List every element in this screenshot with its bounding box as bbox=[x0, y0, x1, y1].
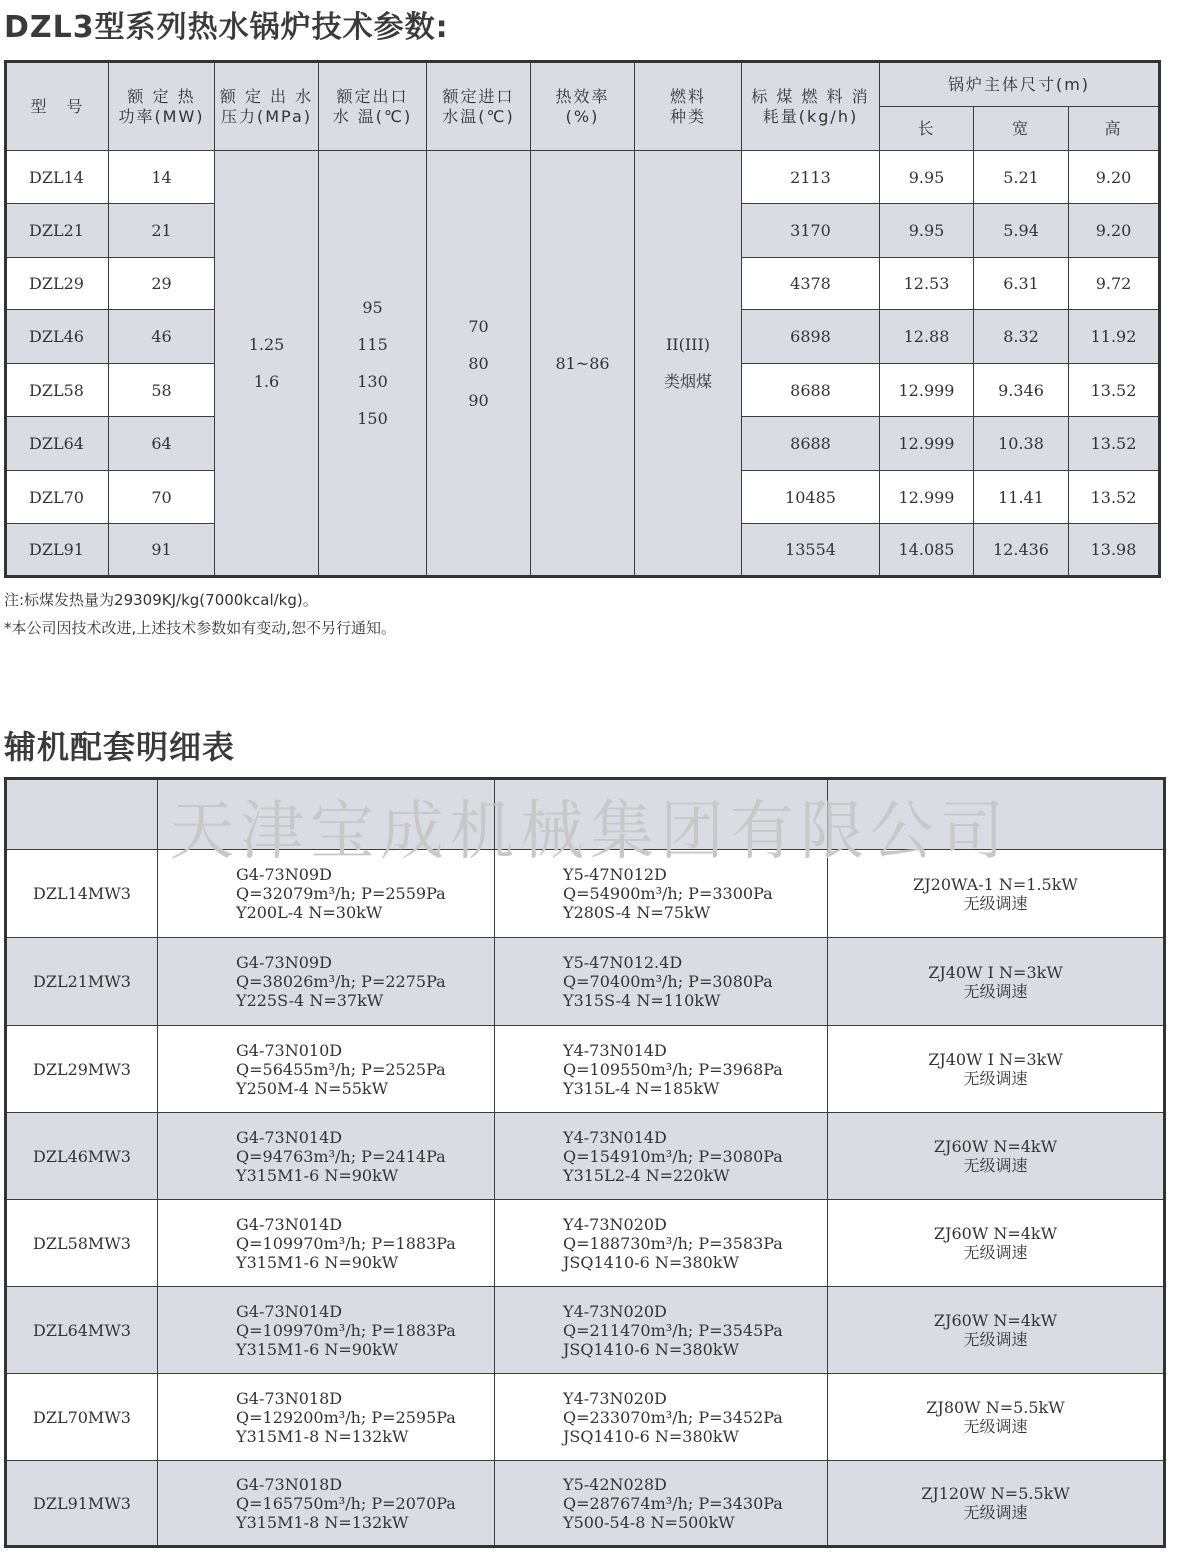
cell-pump bbox=[495, 1374, 828, 1461]
cell-width: 9.346 bbox=[974, 364, 1069, 417]
cell-model: DZL64MW3 bbox=[6, 1287, 158, 1374]
ctl-line: ZJ60W N=4kW bbox=[933, 1224, 1058, 1243]
pump-line: Y5-42N028D bbox=[563, 1474, 667, 1494]
header-pressure: 额 定 出 水 压力(MPa) bbox=[215, 62, 319, 151]
cell-height: 13.52 bbox=[1069, 471, 1160, 524]
fan-line: Q=109970m³/h; P=1883Pa bbox=[236, 1233, 456, 1253]
cell-power: 64 bbox=[109, 417, 215, 471]
pump-line: Q=211470m³/h; P=3545Pa bbox=[563, 1320, 783, 1340]
pump-line: Y315S-4 N=110kW bbox=[563, 991, 721, 1010]
header-inlet-temp: 额定进口 水温(℃) bbox=[427, 62, 531, 151]
cell-width: 5.94 bbox=[974, 204, 1069, 258]
table2-row bbox=[6, 1113, 1165, 1200]
cell-width: 10.38 bbox=[974, 417, 1069, 471]
header-empty-1 bbox=[6, 779, 158, 850]
pump-line: Y5-47N012.4D bbox=[563, 953, 683, 972]
cell-width: 12.436 bbox=[974, 524, 1069, 577]
cell-length: 9.95 bbox=[880, 204, 974, 258]
fan-line: Q=38026m³/h; P=2275Pa bbox=[236, 972, 446, 991]
header-height: 高 bbox=[1069, 107, 1160, 151]
cell-height: 13.52 bbox=[1069, 417, 1160, 471]
pump-line: Q=54900m³/h; P=3300Pa bbox=[563, 884, 773, 903]
header-empty-3 bbox=[495, 779, 828, 850]
cell-height: 11.92 bbox=[1069, 310, 1160, 364]
fan-line: G4-73N014D bbox=[236, 1301, 343, 1321]
ctl-line: ZJ60W N=4kW bbox=[933, 1137, 1058, 1156]
cell-width: 8.32 bbox=[974, 310, 1069, 364]
cell-fan bbox=[158, 1287, 495, 1374]
ctl-line: ZJ20WA-1 N=1.5kW bbox=[913, 874, 1078, 894]
boiler-params-table bbox=[4, 60, 1161, 578]
cell-fan bbox=[158, 1461, 495, 1547]
ctl-line: 无级调速 bbox=[963, 1069, 1028, 1088]
fan-line: G4-73N014D bbox=[236, 1127, 343, 1147]
merged-outlet: 95 115 130 150 bbox=[319, 151, 427, 577]
merged-inlet: 70 80 90 bbox=[427, 151, 531, 577]
cell-consumption: 13554 bbox=[742, 524, 880, 577]
fan-line: Y225S-4 N=37kW bbox=[236, 991, 384, 1010]
pump-line: JSQ1410-6 N=380kW bbox=[563, 1252, 739, 1272]
cell-pump bbox=[495, 1026, 828, 1113]
cell-fan bbox=[158, 1200, 495, 1287]
cell-height: 9.20 bbox=[1069, 204, 1160, 258]
cell-length: 12.88 bbox=[880, 310, 974, 364]
pump-line: Q=70400m³/h; P=3080Pa bbox=[563, 972, 773, 991]
cell-model: DZL29MW3 bbox=[6, 1026, 158, 1113]
header-dimensions: 锅炉主体尺寸(m) bbox=[880, 62, 1160, 107]
cell-power: 70 bbox=[109, 471, 215, 524]
ctl-line: ZJ80W N=5.5kW bbox=[926, 1398, 1065, 1417]
company-watermark: 天津宝成机械集团有限公司 bbox=[170, 795, 1010, 869]
merged-eff: 81~86 bbox=[531, 151, 635, 577]
ctl-line: 无级调速 bbox=[963, 893, 1028, 913]
cell-fan bbox=[158, 850, 495, 938]
ctl-line: 无级调速 bbox=[963, 1156, 1028, 1175]
pump-line: Q=109550m³/h; P=3968Pa bbox=[563, 1059, 783, 1079]
merged-fuel: II(III) 类烟煤 bbox=[635, 151, 742, 577]
fan-line: Y315M1-8 N=132kW bbox=[236, 1426, 409, 1446]
cell-height: 9.20 bbox=[1069, 151, 1160, 204]
header-power: 额 定 热 功率(MW) bbox=[109, 62, 215, 151]
ctl-line: 无级调速 bbox=[963, 1243, 1028, 1262]
pump-line: Q=233070m³/h; P=3452Pa bbox=[563, 1407, 783, 1427]
cell-length: 12.999 bbox=[880, 364, 974, 417]
cell-ctl bbox=[828, 1026, 1165, 1113]
cell-fan bbox=[158, 1374, 495, 1461]
cell-pump bbox=[495, 850, 828, 938]
header-empty-4 bbox=[828, 779, 1165, 850]
pump-line: Y5-47N012D bbox=[563, 865, 667, 884]
pump-line: Y500-54-8 N=500kW bbox=[563, 1512, 735, 1532]
cell-power: 91 bbox=[109, 524, 215, 577]
cell-power: 14 bbox=[109, 151, 215, 204]
table2-row bbox=[6, 1200, 1165, 1287]
cell-pump bbox=[495, 1287, 828, 1374]
cell-consumption: 2113 bbox=[742, 151, 880, 204]
fan-line: Y250M-4 N=55kW bbox=[236, 1078, 389, 1098]
cell-model: DZL64 bbox=[6, 417, 109, 471]
header-efficiency: 热效率 (%) bbox=[531, 62, 635, 151]
fan-line: Y315M1-6 N=90kW bbox=[236, 1165, 399, 1185]
note-disclaimer: *本公司因技术改进,上述技术参数如有变动,恕不另行通知。 bbox=[4, 619, 397, 637]
fan-line: Y315M1-8 N=132kW bbox=[236, 1512, 409, 1532]
cell-ctl bbox=[828, 850, 1165, 938]
pump-line: Y280S-4 N=75kW bbox=[563, 903, 711, 922]
header-consumption: 标 煤 燃 料 消 耗量(kg/h) bbox=[742, 62, 880, 151]
pump-line: JSQ1410-6 N=380kW bbox=[563, 1426, 739, 1446]
cell-consumption: 6898 bbox=[742, 310, 880, 364]
fan-line: Q=129200m³/h; P=2595Pa bbox=[236, 1407, 456, 1427]
table1-title: DZL3型系列热水锅炉技术参数: bbox=[4, 10, 449, 45]
fan-line: G4-73N09D bbox=[236, 953, 332, 972]
cell-height: 13.52 bbox=[1069, 364, 1160, 417]
cell-height: 13.98 bbox=[1069, 524, 1160, 577]
pump-line: Y315L-4 N=185kW bbox=[563, 1078, 720, 1098]
cell-fan bbox=[158, 1026, 495, 1113]
cell-consumption: 8688 bbox=[742, 364, 880, 417]
ctl-line: ZJ40W I N=3kW bbox=[928, 962, 1063, 982]
cell-ctl bbox=[828, 1461, 1165, 1547]
cell-model: DZL21MW3 bbox=[6, 938, 158, 1026]
pump-line: Y4-73N020D bbox=[563, 1388, 667, 1408]
table2-row bbox=[6, 1461, 1165, 1547]
header-outlet-temp: 额定出口 水 温(℃) bbox=[319, 62, 427, 151]
ctl-line: ZJ120W N=5.5kW bbox=[921, 1484, 1070, 1503]
ctl-line: 无级调速 bbox=[963, 1503, 1028, 1522]
table2-row bbox=[6, 938, 1165, 1026]
cell-length: 14.085 bbox=[880, 524, 974, 577]
cell-model: DZL29 bbox=[6, 258, 109, 310]
cell-width: 6.31 bbox=[974, 258, 1069, 310]
pump-line: Y4-73N020D bbox=[563, 1214, 667, 1234]
cell-consumption: 10485 bbox=[742, 471, 880, 524]
cell-power: 29 bbox=[109, 258, 215, 310]
cell-ctl bbox=[828, 1113, 1165, 1200]
cell-length: 9.95 bbox=[880, 151, 974, 204]
ctl-line: ZJ60W N=4kW bbox=[933, 1311, 1058, 1330]
cell-model: DZL21 bbox=[6, 204, 109, 258]
cell-model: DZL91MW3 bbox=[6, 1461, 158, 1547]
cell-height: 9.72 bbox=[1069, 258, 1160, 310]
pump-line: Y4-73N014D bbox=[563, 1040, 667, 1060]
cell-model: DZL46 bbox=[6, 310, 109, 364]
pump-line: Q=154910m³/h; P=3080Pa bbox=[563, 1146, 783, 1166]
cell-length: 12.999 bbox=[880, 471, 974, 524]
cell-pump bbox=[495, 938, 828, 1026]
cell-length: 12.53 bbox=[880, 258, 974, 310]
note-heat-value: 注:标煤发热量为29309KJ/kg(7000kcal/kg)。 bbox=[4, 591, 318, 609]
cell-fan bbox=[158, 1113, 495, 1200]
cell-ctl bbox=[828, 1200, 1165, 1287]
cell-power: 21 bbox=[109, 204, 215, 258]
header-fuel: 燃料 种类 bbox=[635, 62, 742, 151]
cell-power: 46 bbox=[109, 310, 215, 364]
cell-power: 58 bbox=[109, 364, 215, 417]
fan-line: Y315M1-6 N=90kW bbox=[236, 1339, 399, 1359]
cell-model: DZL58 bbox=[6, 364, 109, 417]
cell-pump bbox=[495, 1461, 828, 1547]
header-width: 宽 bbox=[974, 107, 1069, 151]
cell-model: DZL14MW3 bbox=[6, 850, 158, 938]
cell-fan bbox=[158, 938, 495, 1026]
table1-row bbox=[6, 151, 1160, 204]
merged-pressure: 1.25 1.6 bbox=[215, 151, 319, 577]
ctl-line: 无级调速 bbox=[963, 1330, 1028, 1349]
cell-model: DZL70MW3 bbox=[6, 1374, 158, 1461]
fan-line: Q=109970m³/h; P=1883Pa bbox=[236, 1320, 456, 1340]
cell-model: DZL14 bbox=[6, 151, 109, 204]
fan-line: G4-73N010D bbox=[236, 1040, 343, 1060]
cell-model: DZL70 bbox=[6, 471, 109, 524]
cell-model: DZL58MW3 bbox=[6, 1200, 158, 1287]
fan-line: Q=165750m³/h; P=2070Pa bbox=[236, 1493, 456, 1513]
auxiliary-equipment-table bbox=[4, 777, 1166, 1548]
ctl-line: 无级调速 bbox=[963, 1417, 1028, 1436]
ctl-line: ZJ40W I N=3kW bbox=[928, 1050, 1063, 1069]
fan-line: Q=56455m³/h; P=2525Pa bbox=[236, 1059, 446, 1079]
fan-line: G4-73N018D bbox=[236, 1474, 343, 1494]
cell-model: DZL91 bbox=[6, 524, 109, 577]
cell-pump bbox=[495, 1113, 828, 1200]
fan-line: Y315M1-6 N=90kW bbox=[236, 1252, 399, 1272]
cell-ctl bbox=[828, 1374, 1165, 1461]
header-empty-2 bbox=[158, 779, 495, 850]
table2-row bbox=[6, 1287, 1165, 1374]
cell-width: 5.21 bbox=[974, 151, 1069, 204]
header-length: 长 bbox=[880, 107, 974, 151]
fan-line: G4-73N018D bbox=[236, 1388, 343, 1408]
cell-pump bbox=[495, 1200, 828, 1287]
cell-width: 11.41 bbox=[974, 471, 1069, 524]
fan-line: G4-73N09D bbox=[236, 865, 332, 884]
pump-line: Y4-73N014D bbox=[563, 1127, 667, 1147]
cell-ctl bbox=[828, 1287, 1165, 1374]
fan-line: Q=32079m³/h; P=2559Pa bbox=[236, 884, 446, 903]
cell-consumption: 3170 bbox=[742, 204, 880, 258]
header-model: 型 号 bbox=[6, 62, 109, 151]
pump-line: Y4-73N020D bbox=[563, 1301, 667, 1321]
table2-row bbox=[6, 1374, 1165, 1461]
cell-model: DZL46MW3 bbox=[6, 1113, 158, 1200]
cell-ctl bbox=[828, 938, 1165, 1026]
table2-row bbox=[6, 850, 1165, 938]
fan-line: Y200L-4 N=30kW bbox=[236, 903, 383, 922]
table2-title: 辅机配套明细表 bbox=[4, 728, 236, 766]
fan-line: Q=94763m³/h; P=2414Pa bbox=[236, 1146, 446, 1166]
pump-line: Q=188730m³/h; P=3583Pa bbox=[563, 1233, 783, 1253]
cell-consumption: 4378 bbox=[742, 258, 880, 310]
fan-line: G4-73N014D bbox=[236, 1214, 343, 1234]
pump-line: Y315L2-4 N=220kW bbox=[563, 1165, 730, 1185]
ctl-line: 无级调速 bbox=[963, 981, 1028, 1001]
cell-length: 12.999 bbox=[880, 417, 974, 471]
table2-row bbox=[6, 1026, 1165, 1113]
pump-line: JSQ1410-6 N=380kW bbox=[563, 1339, 739, 1359]
cell-consumption: 8688 bbox=[742, 417, 880, 471]
pump-line: Q=287674m³/h; P=3430Pa bbox=[563, 1493, 783, 1513]
